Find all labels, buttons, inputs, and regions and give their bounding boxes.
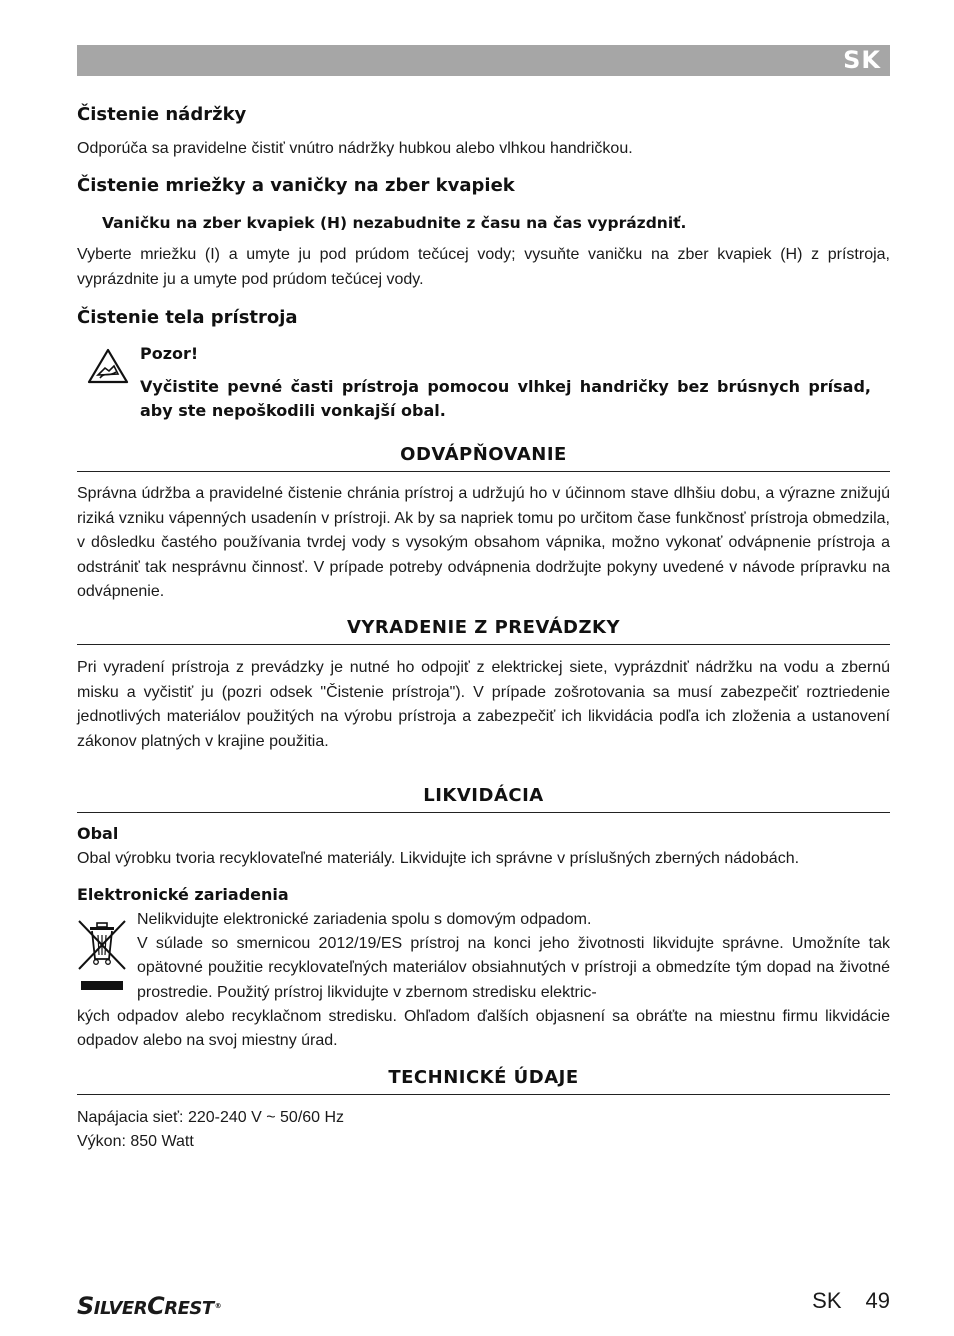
grid-cleaning-text: Vyberte mriežku (I) a umyte ju pod prúdom tečúcej vody; vysuňte vaničku na zber kvapiek (H) z prístroja, vyprázdnite ju a umyte pod prúdom tečúcej vody. (77, 246, 890, 288)
power-spec: Výkon: 850 Watt (77, 1133, 194, 1150)
heading-grid-cleaning: Čistenie mriežky a vaničky na zber kvapiek (77, 175, 515, 196)
footer-language: SK (812, 1288, 842, 1313)
disposal-divider (77, 812, 890, 813)
packaging-text: Obal výrobku tvoria recyklovateľné materiály. Likvidujte ich správne v príslušných zberných nádobách. (77, 850, 800, 867)
tank-cleaning-text: Odporúča sa pravidelne čistiť vnútro nádržky hubkou alebo vlhkou handričkou. (77, 140, 633, 157)
warning-text: Vyčistite pevné časti prístroja pomocou vlhkej handričky bez brúsnych prísad, aby ste nepoškodili vonkajší obal. (140, 377, 871, 420)
page-number: 49 (865, 1288, 890, 1313)
brand-logo: SILVERCREST® (77, 1292, 222, 1320)
page-footer (812, 1288, 890, 1314)
heading-descaling: ODVÁPŇOVANIE (400, 444, 567, 465)
heading-packaging: Obal (77, 824, 119, 843)
drip-tray-note: Vaničku na zber kvapiek (H) nezabudnite z času na čas vyprázdniť. (102, 214, 687, 232)
warning-heading: Pozor! (140, 344, 199, 363)
decommissioning-divider (77, 644, 890, 645)
heading-electronics: Elektronické zariadenia (77, 885, 289, 904)
power-supply-spec: Napájacia sieť: 220-240 V ~ 50/60 Hz (77, 1109, 345, 1126)
technical-data-divider (77, 1094, 890, 1095)
language-code: SK (843, 46, 881, 74)
heading-body-cleaning: Čistenie tela prístroja (77, 307, 298, 328)
warning-icon (87, 348, 129, 384)
language-bar (77, 45, 890, 76)
heading-disposal: LIKVIDÁCIA (423, 785, 544, 806)
descaling-text: Správna údržba a pravidelné čistenie chránia prístroj a udržujú ho v účinnom stave dlhšiu dobu, a výrazne znižujú riziká vzniku vápenných usadenín v prístroji. Ak by sa napriek tomu po určitom čase funkčnosť prístroja obmedzila, v dôsledku častého používania tvrdej vody s vysokým obsahom vápnika, možno vykonať odvápnenie prístroja a odstrániť tak nesprávnu činnosť. V prípade potreby odvápnenia dodržujte pokyny uvedené v návode prípravku na odvápnenie. (77, 485, 890, 600)
electronics-warning: Nelikvidujte elektronické zariadenia spolu s domovým odpadom. (137, 911, 592, 928)
decommissioning-text: Pri vyradení prístroja z prevádzky je nutné ho odpojiť z elektrickej siete, vyprázdniť nádržku na vodu a zbernú misku a vyčistiť ju (pozri odsek "Čistenie prístroja"). V prípade zošrotovania sa musí zabezpečiť roztriedenie jednotlivých materiálov použitých na výrobu prístroja a zabezpečiť ich likvidácia podľa ich zloženia a ustanovení zákonov platných v krajine použitia. (77, 659, 890, 750)
heading-tank-cleaning: Čistenie nádržky (77, 104, 247, 125)
crossed-bin-icon (77, 915, 127, 993)
electronics-disposal-text: kých odpadov alebo recyklačnom stredisku. Ohľadom ďalších objasnení sa obráťte na miestnu firmu likvidácie odpadov alebo na svoj miestny úrad. (77, 1008, 890, 1050)
heading-decommissioning: VYRADENIE Z PREVÁDZKY (346, 617, 621, 638)
electronics-directive-text: V súlade so smernicou 2012/19/ES prístroj na konci jeho životnosti likvidujte správne. Umožníte tak opätovné použitie recyklovateľných materiálov obsiahnutých v prístroji a obmedzíte tým dopad na životné prostredie. Použitý prístroj likvidujte v zbernom stredisku elektric- (137, 935, 890, 1001)
heading-technical-data: TECHNICKÉ ÚDAJE (388, 1067, 579, 1088)
descaling-divider (77, 471, 890, 472)
